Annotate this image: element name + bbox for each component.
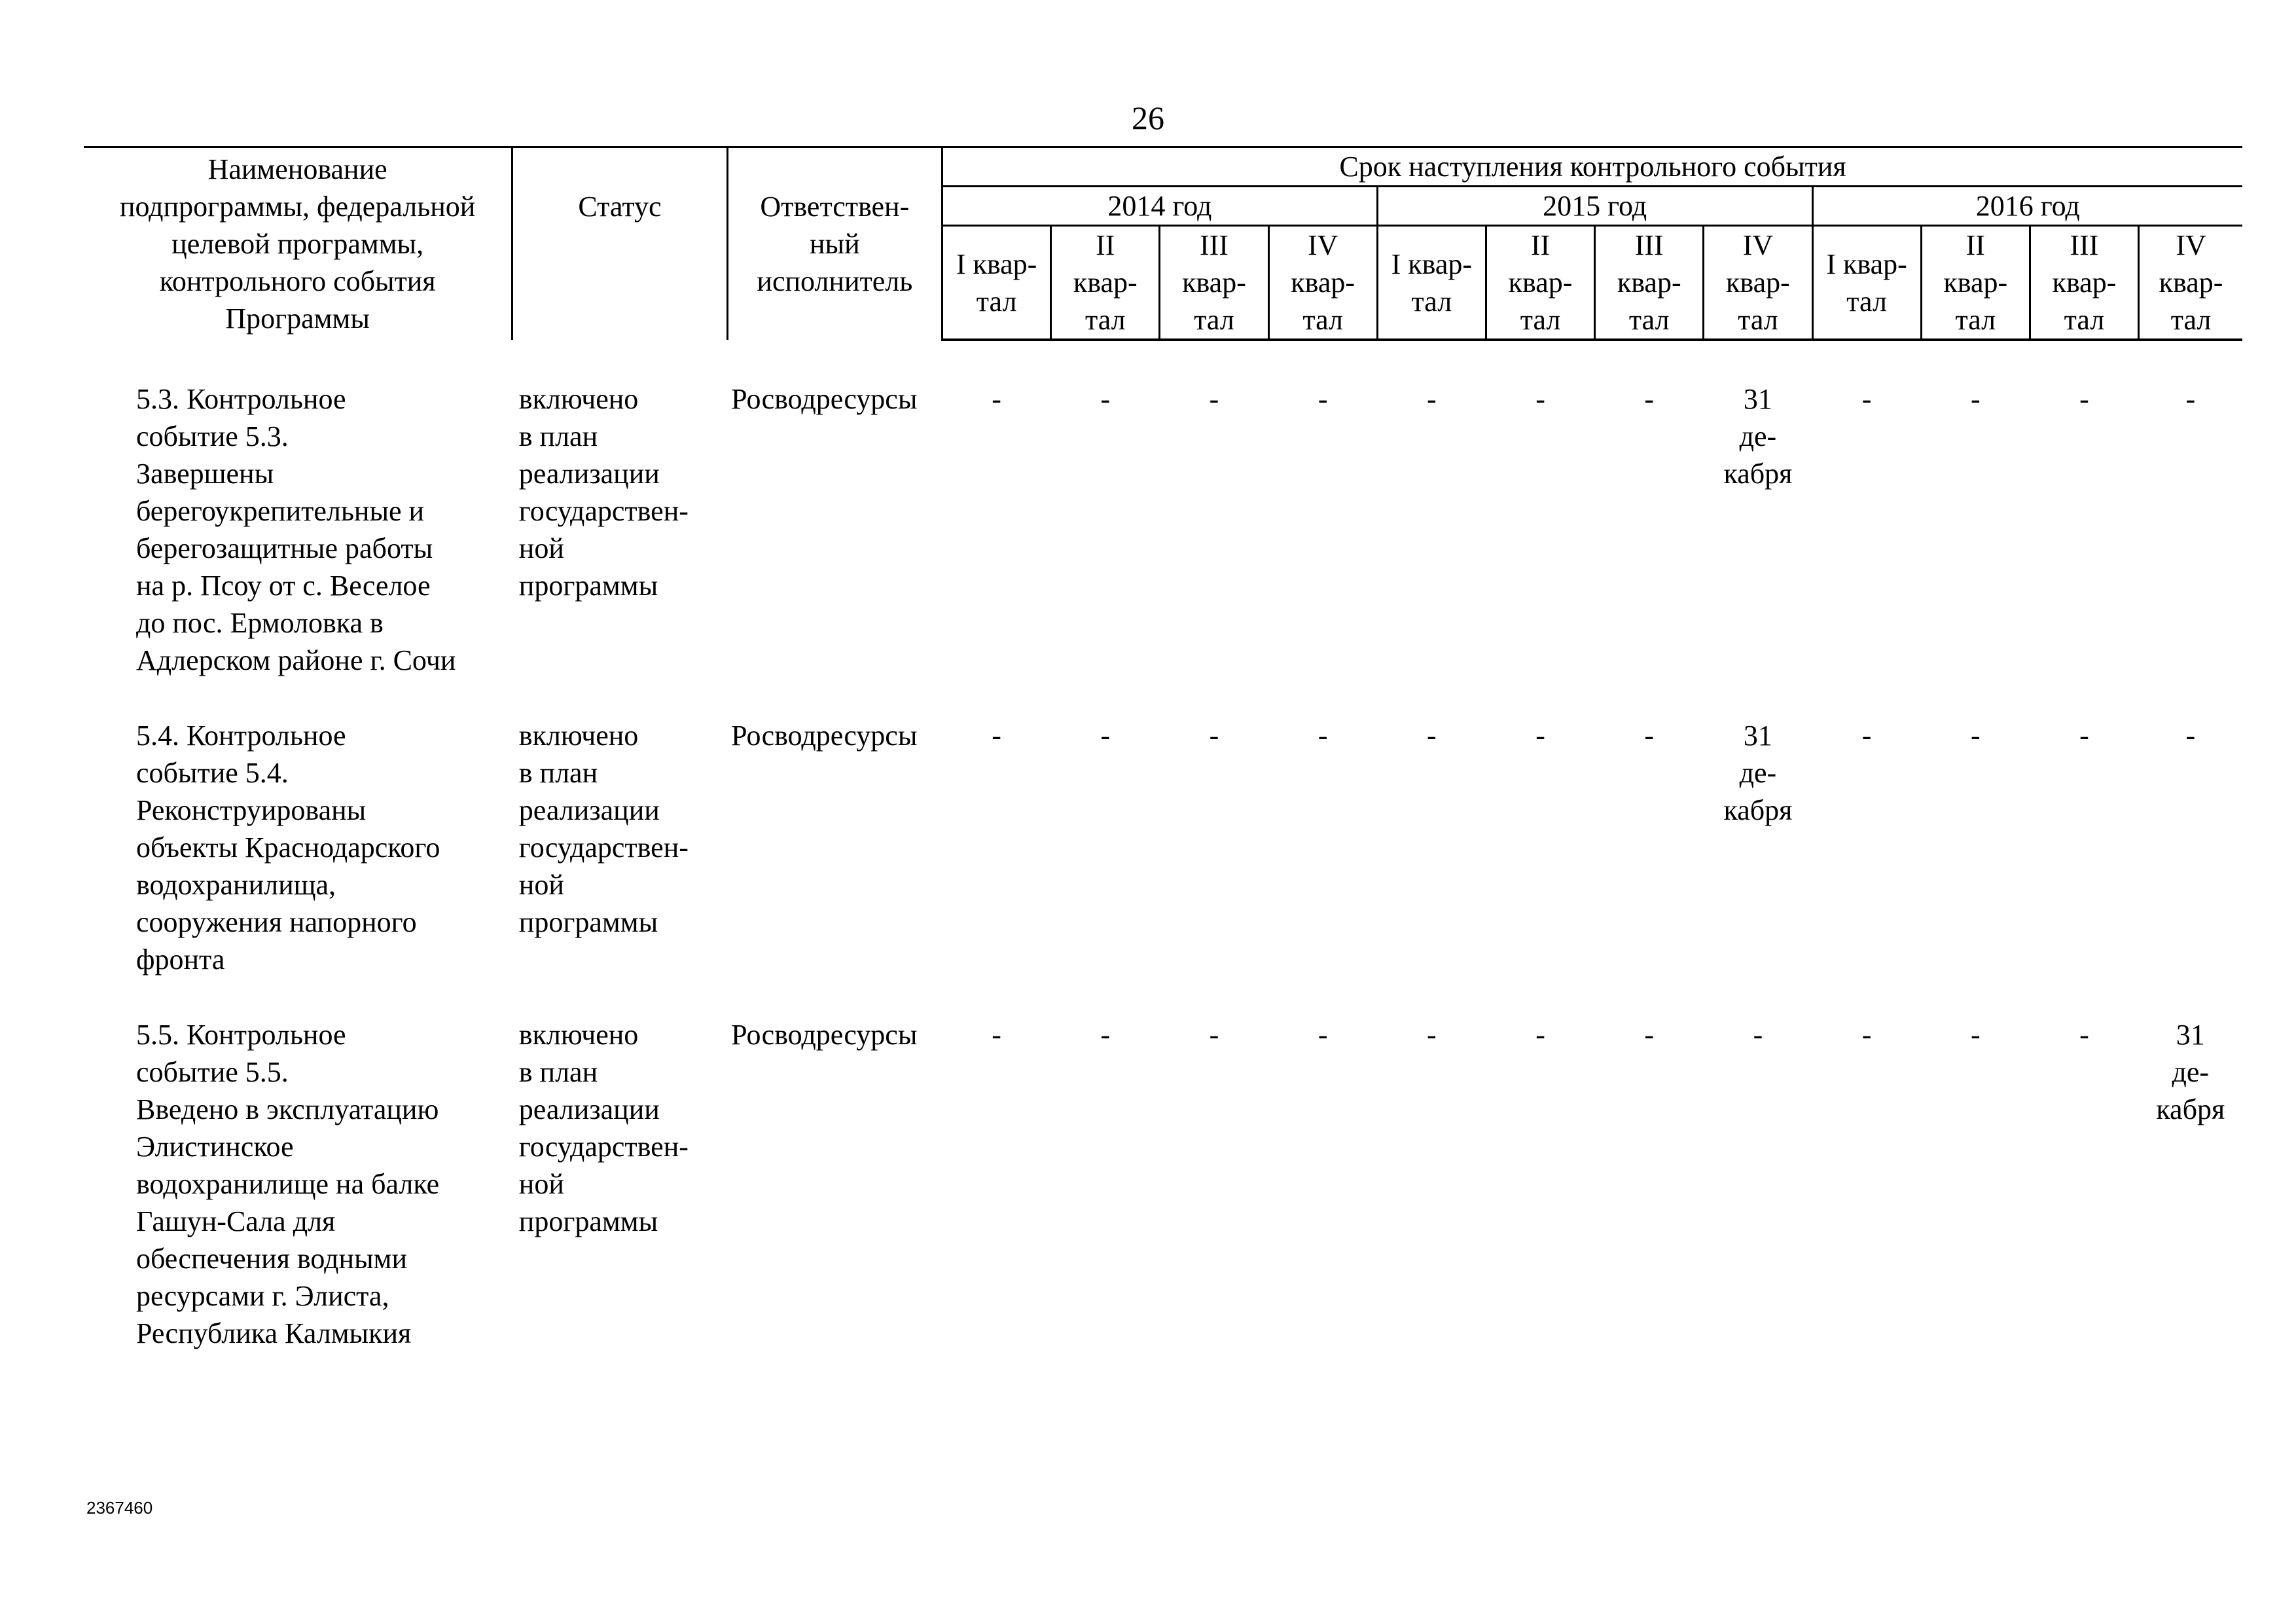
control-events-table	[84, 146, 2242, 1352]
quarter-value: -	[1100, 720, 1111, 752]
page-number: 26	[1132, 100, 1164, 136]
header-quarter: I квар- тал	[1377, 226, 1486, 340]
quarter-value: -	[1318, 720, 1328, 752]
event-status: включено в план реализации государствен- ной программы	[518, 720, 689, 938]
quarter-value: -	[1427, 720, 1437, 752]
quarter-value: -	[1535, 1019, 1545, 1051]
table-body	[84, 340, 2242, 1352]
header-deadline-title: Срок наступления контрольного события	[942, 147, 2242, 187]
event-name: 5.5. Контрольное событие 5.5. Введено в эксплуатацию Элистинское водохранилище на балке Гашун-Сала для обеспечения водными ресурсами г. Элиста, Республика Калмыкия	[136, 1019, 440, 1349]
quarter-value: -	[1318, 383, 1328, 415]
header-quarter: III квар- тал	[1595, 226, 1704, 340]
quarter-value: -	[1100, 1019, 1111, 1051]
event-status: включено в план реализации государствен- ной программы	[518, 1019, 689, 1237]
quarter-value: -	[1209, 383, 1219, 415]
header-quarter: III квар- тал	[1160, 226, 1268, 340]
quarter-value: -	[1644, 383, 1655, 415]
quarter-value: -	[2079, 383, 2089, 415]
quarter-value: -	[1861, 720, 1872, 752]
quarter-value: -	[992, 1019, 1001, 1051]
header-quarter: II квар- тал	[1486, 226, 1594, 340]
header-quarter: IV квар- тал	[1704, 226, 1812, 340]
header-year-2014: 2014 год	[942, 187, 1378, 226]
header-year-2015: 2015 год	[1377, 187, 1812, 226]
quarter-value: -	[2185, 383, 2196, 415]
table-header	[84, 147, 2242, 340]
table-row	[84, 1016, 2242, 1352]
header-quarter: IV квар- тал	[2139, 226, 2242, 340]
quarter-value: -	[2079, 720, 2089, 752]
quarter-value: -	[2079, 1019, 2089, 1051]
header-quarter: IV квар- тал	[1268, 226, 1377, 340]
quarter-value: -	[1644, 720, 1655, 752]
quarter-value: 31 де- кабря	[1723, 720, 1793, 826]
quarter-value: -	[1970, 720, 1981, 752]
quarter-value: -	[1970, 1019, 1981, 1051]
quarter-value: 31 де- кабря	[2156, 1019, 2225, 1125]
quarter-value: -	[1100, 383, 1111, 415]
table-row	[84, 380, 2242, 679]
quarter-value: -	[1209, 1019, 1219, 1051]
quarter-value: -	[1427, 1019, 1437, 1051]
quarter-value: -	[1861, 383, 1872, 415]
header-status: Статус	[512, 147, 727, 340]
header-quarter: III квар- тал	[2030, 226, 2138, 340]
quarter-value: -	[2185, 720, 2196, 752]
header-year-2016: 2016 год	[1812, 187, 2242, 226]
header-quarter: I квар- тал	[942, 226, 1051, 340]
event-name: 5.3. Контрольное событие 5.3. Завершены берегоукрепительные и берегозащитные работы на р. Псоу от с. Веселое до пос. Ермоловка в Адлерском районе г. Сочи	[136, 383, 456, 676]
quarter-value: -	[1970, 383, 1981, 415]
quarter-value: 31 де- кабря	[1723, 383, 1793, 490]
quarter-value: -	[992, 720, 1001, 752]
event-name: 5.4. Контрольное событие 5.4. Реконструированы объекты Краснодарского водохранилища, сооружения напорного фронта	[136, 720, 440, 976]
table-row	[84, 717, 2242, 978]
quarter-value: -	[992, 383, 1001, 415]
quarter-value: -	[1535, 720, 1545, 752]
header-quarter: II квар- тал	[1051, 226, 1160, 340]
quarter-value: -	[1209, 720, 1219, 752]
header-quarter: I квар- тал	[1812, 226, 1921, 340]
event-executor: Росводресурсы	[731, 720, 918, 752]
quarter-value: -	[1535, 383, 1545, 415]
quarter-value: -	[1644, 1019, 1655, 1051]
quarter-value: -	[1861, 1019, 1872, 1051]
quarter-value: -	[1753, 1019, 1763, 1051]
event-executor: Росводресурсы	[731, 383, 918, 415]
event-executor: Росводресурсы	[731, 1019, 918, 1051]
event-status: включено в план реализации государствен- ной программы	[518, 383, 689, 602]
document-id: 2367460	[86, 1498, 153, 1518]
header-name: Наименование подпрограммы, федеральной целевой программы, контрольного события Программы	[84, 147, 512, 340]
header-executor: Ответствен- ный исполнитель	[727, 147, 942, 340]
quarter-value: -	[1318, 1019, 1328, 1051]
header-quarter: II квар- тал	[1921, 226, 2030, 340]
quarter-value: -	[1427, 383, 1437, 415]
